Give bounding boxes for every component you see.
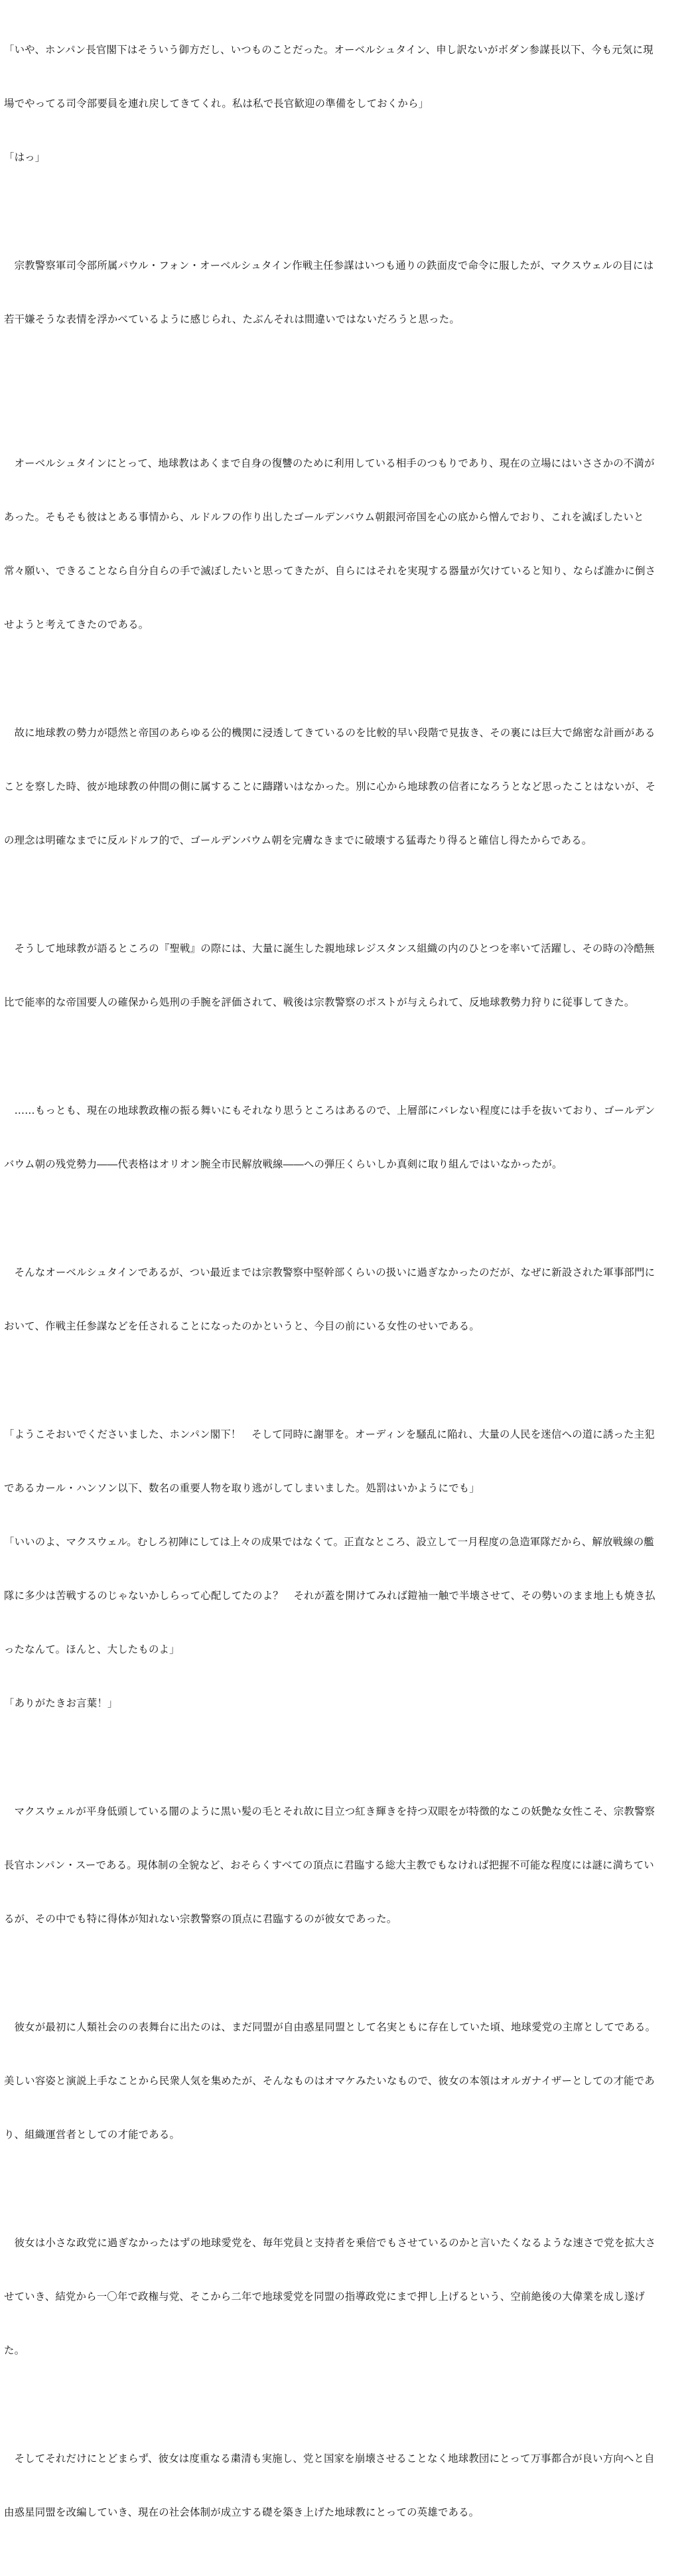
paragraph-6 <box>4 1066 690 1209</box>
document-body <box>4 5 690 2576</box>
text-line: そうして地球教が語るところの『聖戦』の際には、大量に誕生した親地球レジスタンス組織の内のひとつを率いて活躍し、その時の冷酷無 <box>4 943 655 954</box>
paragraph-3 <box>4 419 690 670</box>
text-line: せていき、結党から一〇年で政権与党、そこから二年で地球愛党を同盟の指導政党にまで押し上げるという、空前絶後の大偉業を成し遂げ <box>4 2291 646 2303</box>
text-line: せようと考えてきたのである。 <box>4 619 149 631</box>
text-line: り、組織運営者としての才能である。 <box>4 2129 180 2141</box>
text-line: 彼女は小さな政党に過ぎなかったはずの地球愛党を、毎年党員と支持者を乗倍でもさせているのかと言いたくなるような速さで党を拡大さ <box>4 2237 656 2249</box>
text-line: そしてそれだけにとどまらず、彼女は度重なる粛清も実施し、党と国家を崩壊させることなく地球教団にとって万事都合が良い方向へと自 <box>4 2453 655 2464</box>
paragraph-2 <box>4 221 690 364</box>
paragraph-1 <box>4 5 690 202</box>
text-line: 由惑星同盟を改編していき、現在の社会体制が成立する礎を築き上げた地球教にとっての英雄である。 <box>4 2506 480 2518</box>
text-line: 常々願い、できることなら自分自らの手で滅ぼしたいと思ってきたが、自らにはそれを実現する器量が欠けていると知り、ならば誰かに倒さ <box>4 565 656 577</box>
text-line: 彼女が最初に人類社会のの表舞台に出たのは、まだ同盟が自由惑星同盟として名実ともに存在していた頃、地球愛党の主席としてである。 <box>4 2021 656 2033</box>
text-line: 比で能率的な帝国要人の確保から処刑の手腕を評価されて、戦後は宗教警察のポストが与えられて、反地球教勢力狩りに従事してきた。 <box>4 996 635 1008</box>
text-line: バウム朝の残党勢力――代表格はオリオン腕全市民解放戦線――への弾圧くらいしか真剣に取り組んではいなかったが。 <box>4 1158 563 1170</box>
text-line: の理念は明確なまでに反ルドルフ的で、ゴールデンバウム朝を完膚なきまでに破壊する猛毒たり得ると確信し得たからである。 <box>4 834 592 846</box>
text-line: 「いいのよ、マクスウェル。むしろ初陣にしては上々の成果ではなくて。正直なところ、設立して一月程度の急造軍隊だから、解放戦線の艦 <box>4 1536 654 1548</box>
text-line: おいて、作戦主任参謀などを任されることになったのかというと、今目の前にいる女性のせいである。 <box>4 1320 480 1332</box>
paragraph-8-dialogue <box>4 1390 690 1748</box>
paragraph-5 <box>4 904 690 1047</box>
text-line: 場でやってる司令部要員を連れ戻してきてくれ。私は私で長官歓迎の準備をしておくから」 <box>4 98 429 110</box>
text-line: た。 <box>4 2344 25 2356</box>
text-line: であるカール・ハンソン以下、数名の重要人物を取り逃がしてしまいました。処罰はいかようにでも」 <box>4 1482 480 1494</box>
text-line: 「ようこそおいでくださいました、ホンパン閣下！ そして同時に謝罪を。オーディンを騒乱に陥れ、大量の人民を迷信への道に誘った主犯 <box>4 1428 655 1440</box>
text-line: ……もっとも、現在の地球教政権の振る舞いにもそれなり思うところはあるので、上層部にバレない程度には手を抜いており、ゴールデン <box>4 1104 656 1116</box>
text-line: オーベルシュタインにとって、地球教はあくまで自身の復讐のために利用している相手のつもりであり、現在の立場にはいささかの不満が <box>4 457 655 469</box>
paragraph-4 <box>4 688 690 885</box>
text-line: 「ありがたきお言葉！」 <box>4 1697 118 1709</box>
text-line: あった。そもそも彼はとある事情から、ルドルフの作り出したゴールデンバウム朝銀河帝国を心の底から憎んでおり、これを滅ぼしたいと <box>4 511 644 523</box>
text-line: 「いや、ホンパン長官閣下はそういう御方だし、いつものことだった。オーベルシュタイン、申し訳ないがボダン参謀長以下、今も元気に現 <box>4 44 654 56</box>
text-line: 故に地球教の勢力が隠然と帝国のあらゆる公的機関に浸透してきているのを比較的早い段階で見抜き、その裏には巨大で綿密な計画がある <box>4 727 656 739</box>
paragraph-11 <box>4 2198 690 2395</box>
text-line: 「はっ」 <box>4 151 46 163</box>
paragraph-7 <box>4 1228 690 1371</box>
paragraph-12 <box>4 2414 690 2557</box>
text-line: そんなオーベルシュタインであるが、つい最近までは宗教警察中堅幹部くらいの扱いに過ぎなかったのだが、なぜに新設された軍事部門に <box>4 1266 656 1278</box>
text-line: 若干嫌そうな表情を浮かべているように感じられ、たぶんそれは間違いではないだろうと思った。 <box>4 313 460 325</box>
text-line: マクスウェルが平身低頭している闇のように黒い髪の毛とそれ故に目立つ紅き輝きを持つ双眼をが特徴的なこの妖艶な女性こそ、宗教警察 <box>4 1805 656 1817</box>
text-line: ったなんて。ほんと、大したものよ」 <box>4 1643 180 1655</box>
text-line: 宗教警察軍司令部所属パウル・フォン・オーベルシュタイン作戦主任参謀はいつも通りの鉄面皮で命令に服したが、マクスウェルの目には <box>4 260 654 271</box>
text-line: ことを察した時、彼が地球教の仲間の側に属することに躊躇いはなかった。別に心から地球教の信者になろうとなど思ったことはないが、そ <box>4 781 656 793</box>
text-line: 隊に多少は苦戦するのじゃないかしらって心配してたのよ？ それが蓋を開けてみれば鎧袖一触で半壊させて、その勢いのまま地上も焼き払 <box>4 1590 656 1602</box>
paragraph-10 <box>4 1983 690 2180</box>
text-line: るが、その中でも特に得体が知れない宗教警察の頂点に君臨するのが彼女であった。 <box>4 1913 397 1925</box>
text-line: 美しい容姿と演説上手なことから民衆人気を集めたが、そんなものはオマケみたいなもので、彼女の本領はオルガナイザーとしての才能であ <box>4 2075 655 2087</box>
paragraph-9 <box>4 1767 690 1964</box>
text-line: 長官ホンパン・スーである。現体制の全貌など、おそらくすべての頂点に君臨する総大主教でもなければ把握不可能な程度には謎に満ちてい <box>4 1859 654 1871</box>
